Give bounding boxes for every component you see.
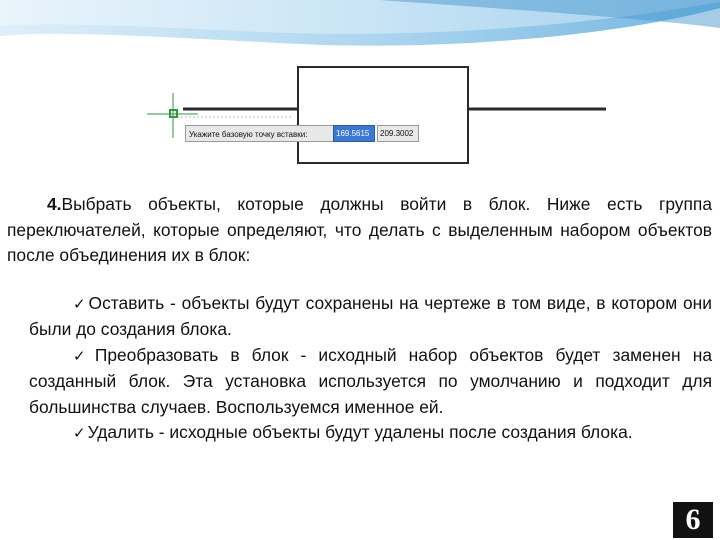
cad-x-coordinate[interactable]: 169.5615 [333,125,375,142]
option-text: Удалить - исходные объекты будут удалены после создания блока. [87,422,633,442]
step-text: Выбрать объекты, которые должны войти в блок. Ниже есть группа переключателей, которые определяют, что делать с выделенным набором объектов после объединения их в блок: [7,194,712,265]
header-wave-decoration [0,0,720,60]
cad-command-prompt: Укажите базовую точку вставки: [185,125,335,142]
list-item [29,420,712,447]
option-text: Преобразовать в блок - исходный набор объектов будет заменен на созданный блок. Эта установка используется по умолчанию и подходит для большинства случаев. Воспользуемся именное ей. [29,344,712,417]
checkmark-icon: ✓ [73,294,87,313]
checkmark-icon: ✓ [73,346,93,365]
checkmark-icon: ✓ [73,424,86,442]
cad-drawing [143,53,613,170]
option-text: Оставить - объекты будут сохранены на чертеже в том виде, в котором они были до создания блока. [29,292,712,339]
cad-y-coordinate[interactable]: 209.3002 [377,125,419,142]
page-number-badge: 6 [673,502,713,538]
step-paragraph [7,192,712,269]
list-item [29,291,712,343]
step-number: 4. [47,194,62,214]
options-list [7,291,712,447]
content-text [7,192,712,447]
list-item [29,343,712,421]
cad-screenshot [143,53,613,170]
